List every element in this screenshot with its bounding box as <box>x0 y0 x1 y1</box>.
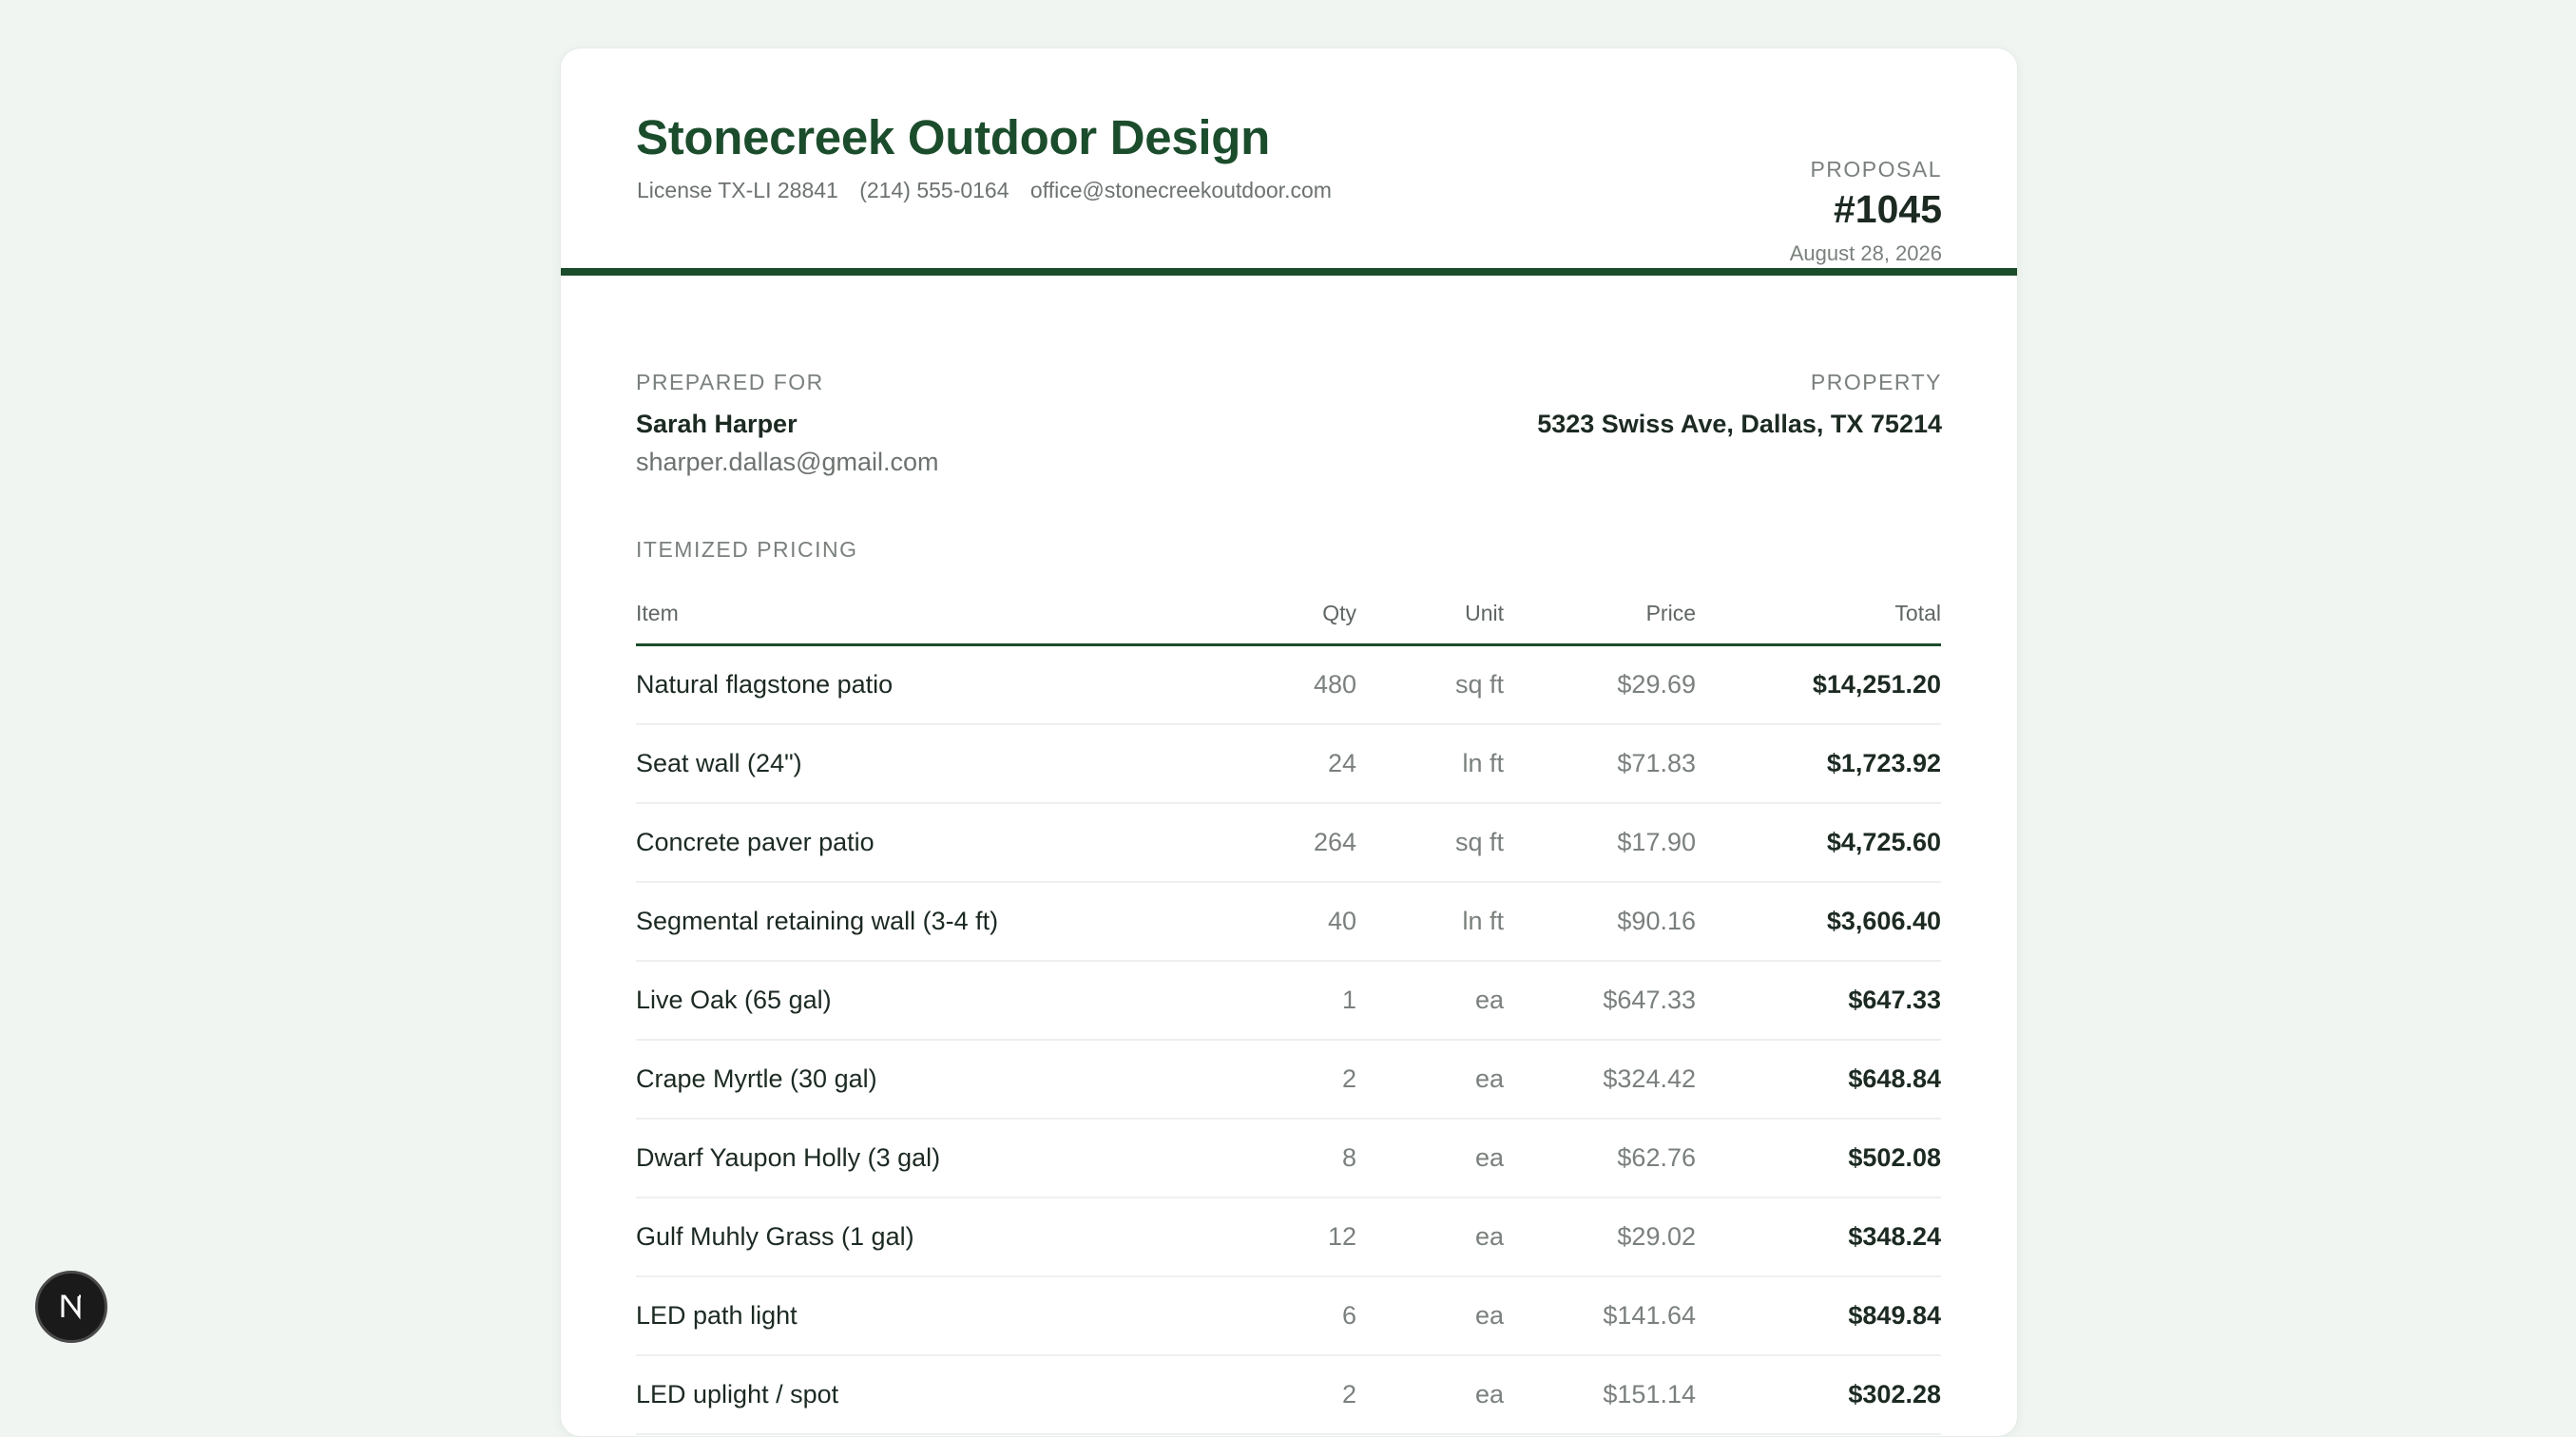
row-unit: ln ft <box>1356 724 1504 803</box>
row-qty: 12 <box>1244 1198 1356 1276</box>
company-name: Stonecreek Outdoor Design <box>636 110 1270 164</box>
row-unit: sq ft <box>1356 645 1504 725</box>
table-row <box>636 1198 1941 1276</box>
itemized-pricing-label: ITEMIZED PRICING <box>636 537 858 562</box>
row-unit: ea <box>1356 1198 1504 1276</box>
row-price: $90.16 <box>1504 882 1696 961</box>
row-price: $17.90 <box>1504 803 1696 882</box>
table-row <box>636 1040 1941 1119</box>
next-dev-tools-button[interactable] <box>35 1271 107 1343</box>
column-header-price: Price <box>1504 583 1696 645</box>
table-row <box>636 1119 1941 1198</box>
next-logo-icon <box>52 1288 90 1326</box>
table-row <box>636 961 1941 1040</box>
row-price: $62.76 <box>1504 1119 1696 1198</box>
row-unit: ea <box>1356 1355 1504 1434</box>
row-qty: 2 <box>1244 1040 1356 1119</box>
table-row <box>636 1355 1941 1434</box>
row-item: Segmental retaining wall (3-4 ft) <box>636 882 1244 961</box>
row-item: Natural flagstone patio <box>636 645 1244 725</box>
row-price: $647.33 <box>1504 961 1696 1040</box>
row-total: $648.84 <box>1696 1040 1941 1119</box>
row-item: Concrete paver patio <box>636 803 1244 882</box>
row-item: Gulf Muhly Grass (1 gal) <box>636 1198 1244 1276</box>
property-label: PROPERTY <box>1810 370 1942 394</box>
row-qty: 40 <box>1244 882 1356 961</box>
row-unit: ea <box>1356 1040 1504 1119</box>
proposal-label: PROPOSAL <box>1810 157 1942 182</box>
row-total: $14,251.20 <box>1696 645 1941 725</box>
proposal-date: August 28, 2026 <box>1789 241 1942 265</box>
row-price: $151.14 <box>1504 1355 1696 1434</box>
client-name: Sarah Harper <box>636 410 798 438</box>
table-row <box>636 882 1941 961</box>
row-item: LED path light <box>636 1276 1244 1355</box>
table-row <box>636 1276 1941 1355</box>
column-header-total: Total <box>1696 583 1941 645</box>
row-total: $3,606.40 <box>1696 882 1941 961</box>
column-header-qty: Qty <box>1244 583 1356 645</box>
row-total: $1,723.92 <box>1696 724 1941 803</box>
row-qty: 264 <box>1244 803 1356 882</box>
table-row <box>636 724 1941 803</box>
row-price: $324.42 <box>1504 1040 1696 1119</box>
row-unit: sq ft <box>1356 803 1504 882</box>
client-email: sharper.dallas@gmail.com <box>636 448 939 476</box>
row-item: Dwarf Yaupon Holly (3 gal) <box>636 1119 1244 1198</box>
column-header-item: Item <box>636 583 1244 645</box>
row-qty: 1 <box>1244 961 1356 1040</box>
row-price: $29.02 <box>1504 1198 1696 1276</box>
proposal-header <box>561 48 2017 276</box>
proposal-card <box>560 48 2018 1437</box>
row-total: $849.84 <box>1696 1276 1941 1355</box>
property-address: 5323 Swiss Ave, Dallas, TX 75214 <box>1537 410 1942 438</box>
row-qty: 8 <box>1244 1119 1356 1198</box>
row-item: Live Oak (65 gal) <box>636 961 1244 1040</box>
row-total: $502.08 <box>1696 1119 1941 1198</box>
row-unit: ea <box>1356 1119 1504 1198</box>
prepared-for-label: PREPARED FOR <box>636 370 824 394</box>
row-total: $348.24 <box>1696 1198 1941 1276</box>
row-price: $29.69 <box>1504 645 1696 725</box>
row-total: $302.28 <box>1696 1355 1941 1434</box>
row-qty: 24 <box>1244 724 1356 803</box>
row-price: $71.83 <box>1504 724 1696 803</box>
row-total: $4,725.60 <box>1696 803 1941 882</box>
column-header-unit: Unit <box>1356 583 1504 645</box>
table-row <box>636 803 1941 882</box>
company-meta <box>637 178 1347 203</box>
company-phone: (214) 555-0164 <box>859 178 1009 202</box>
company-license: License TX-LI 28841 <box>637 178 838 202</box>
pricing-table <box>636 583 1941 1435</box>
table-row <box>636 645 1941 725</box>
row-item: Seat wall (24") <box>636 724 1244 803</box>
row-unit: ea <box>1356 1276 1504 1355</box>
row-price: $141.64 <box>1504 1276 1696 1355</box>
pricing-table-header <box>636 583 1941 645</box>
row-unit: ln ft <box>1356 882 1504 961</box>
proposal-number: #1045 <box>1833 187 1942 231</box>
row-unit: ea <box>1356 961 1504 1040</box>
row-item: Crape Myrtle (30 gal) <box>636 1040 1244 1119</box>
row-qty: 2 <box>1244 1355 1356 1434</box>
row-qty: 480 <box>1244 645 1356 725</box>
row-item: LED uplight / spot <box>636 1355 1244 1434</box>
company-email: office@stonecreekoutdoor.com <box>1029 178 1332 202</box>
row-total: $647.33 <box>1696 961 1941 1040</box>
row-qty: 6 <box>1244 1276 1356 1355</box>
